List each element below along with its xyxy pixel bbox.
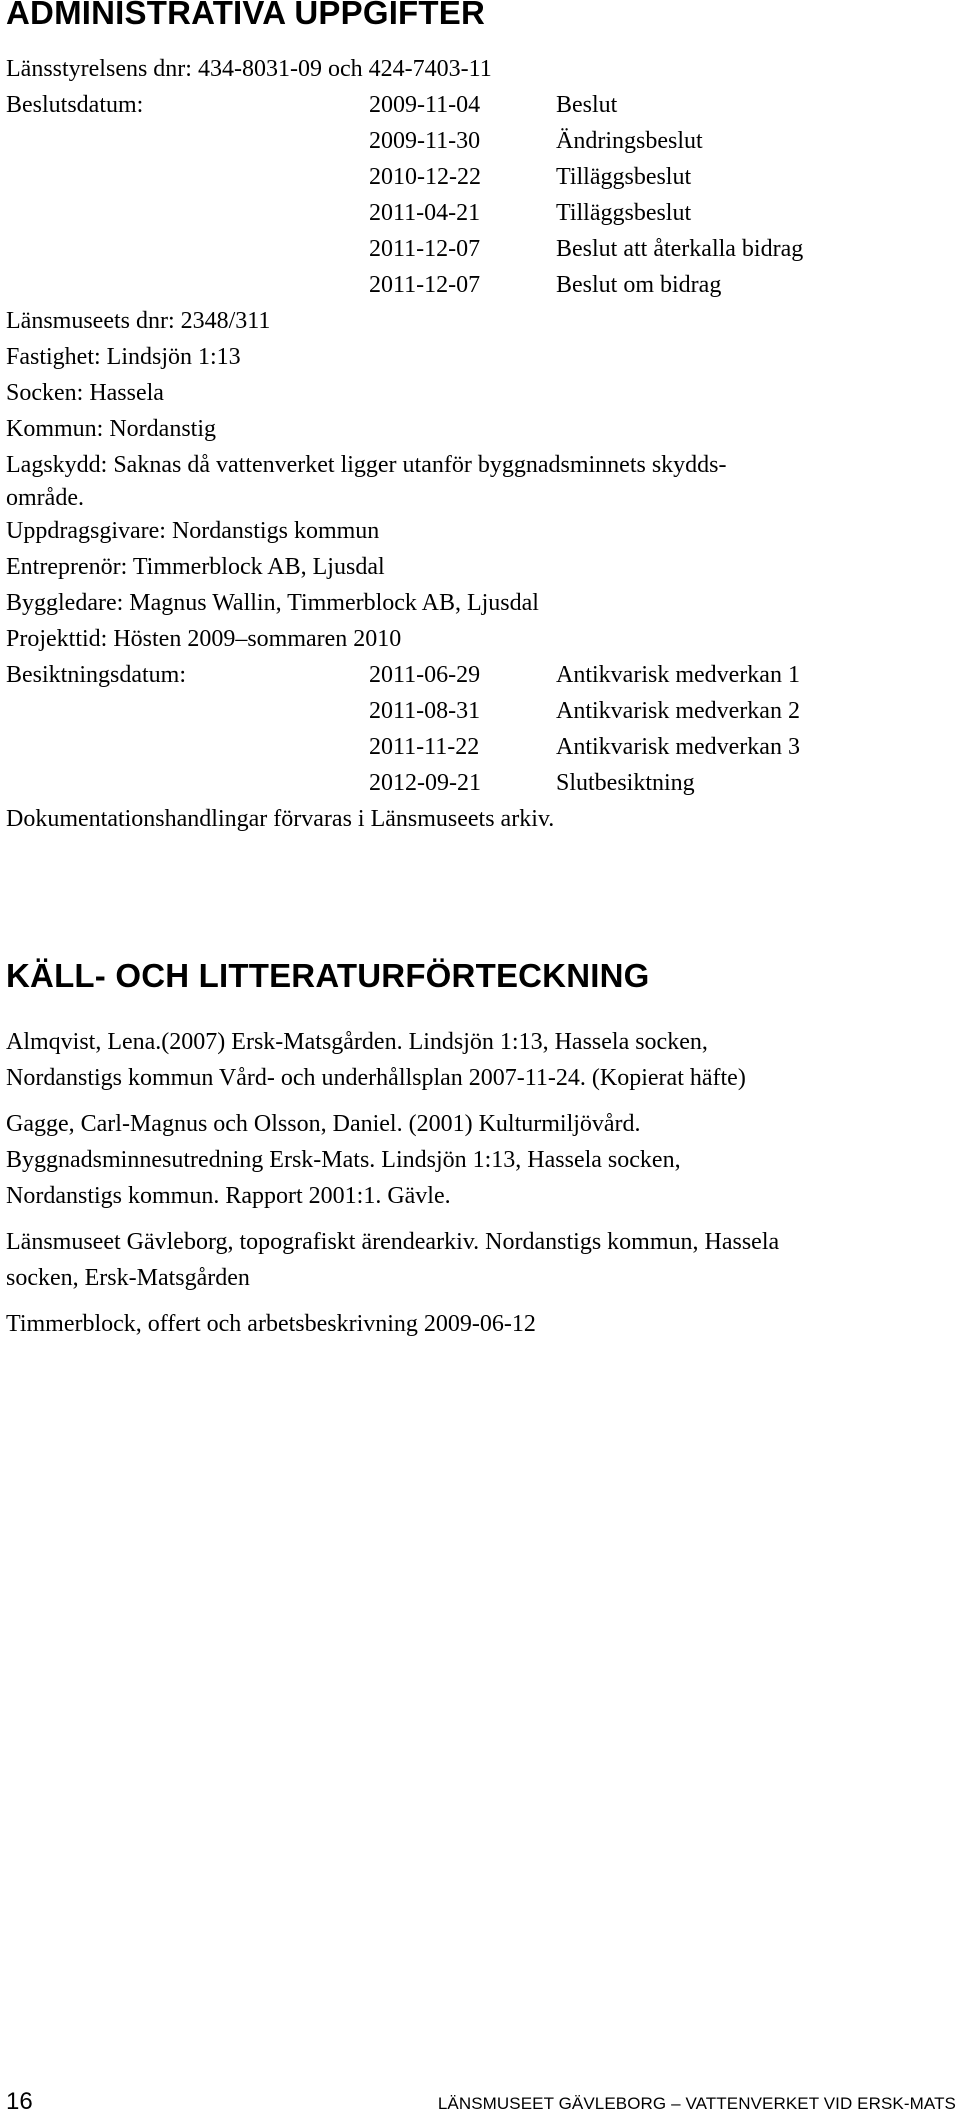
- besiktning-row: [6, 657, 956, 693]
- beslut-text: Beslut: [556, 92, 618, 118]
- besiktning-row: [6, 693, 956, 729]
- beslut-label: Beslutsdatum:: [6, 92, 144, 118]
- uppdragsgivare: Uppdragsgivare: Nordanstigs kommun: [6, 518, 380, 544]
- reference-item: [6, 1224, 956, 1296]
- reference-line: Almqvist, Lena.(2007) Ersk-Matsgården. Lindsjön 1:13, Hassela socken,: [6, 1029, 708, 1055]
- beslut-date: 2009-11-30: [369, 128, 481, 154]
- beslut-date: 2009-11-04: [369, 92, 481, 118]
- besiktning-row: [6, 765, 956, 801]
- admin-heading: ADMINISTRATIVA UPPGIFTER: [6, 0, 486, 31]
- reference-line: Länsmuseet Gävleborg, topografiskt ärendearkiv. Nordanstigs kommun, Hassela: [6, 1229, 780, 1255]
- sources-heading: KÄLL- OCH LITTERATURFÖRTECKNING: [6, 957, 650, 994]
- lansstyrelsen-dnr: Länsstyrelsens dnr: 434-8031-09 och 424-7403-11: [6, 56, 492, 82]
- reference-item: [6, 1306, 956, 1342]
- beslut-text: Beslut om bidrag: [556, 272, 722, 298]
- lagskydd-line-1: Lagskydd: Saknas då vattenverket ligger utanför byggnadsminnets skydds-: [6, 452, 727, 478]
- beslut-date: 2011-12-07: [369, 272, 481, 298]
- byggledare: Byggledare: Magnus Wallin, Timmerblock AB, Ljusdal: [6, 590, 539, 616]
- reference-list: [6, 1024, 956, 1342]
- besiktning-text: Antikvarisk medverkan 1: [556, 662, 800, 688]
- beslut-row: [6, 87, 956, 123]
- reference-line: socken, Ersk-Matsgården: [6, 1265, 250, 1291]
- entreprenor: Entreprenör: Timmerblock AB, Ljusdal: [6, 554, 385, 580]
- projekttid: Projekttid: Hösten 2009–sommaren 2010: [6, 626, 402, 652]
- reference-line: Byggnadsminnesutredning Ersk-Mats. Lindsjön 1:13, Hassela socken,: [6, 1147, 681, 1173]
- besiktning-text: Antikvarisk medverkan 3: [556, 734, 800, 760]
- besiktning-date: 2011-08-31: [369, 698, 481, 724]
- page-footer: [6, 2085, 956, 2119]
- reference-line: Nordanstigs kommun Vård- och underhållsplan 2007-11-24. (Kopierat häfte): [6, 1065, 746, 1091]
- kommun: Kommun: Nordanstig: [6, 416, 216, 442]
- beslut-text: Tilläggsbeslut: [556, 164, 692, 190]
- besiktning-label: Besiktningsdatum:: [6, 662, 186, 688]
- beslut-row: [6, 159, 956, 195]
- beslut-row: [6, 231, 956, 267]
- beslut-text: Ändringsbeslut: [556, 128, 703, 154]
- beslut-text: Tilläggsbeslut: [556, 200, 692, 226]
- reference-line: Timmerblock, offert och arbetsbeskrivning 2009-06-12: [6, 1311, 536, 1337]
- beslut-row: [6, 195, 956, 231]
- fastighet: Fastighet: Lindsjön 1:13: [6, 344, 241, 370]
- reference-line: Nordanstigs kommun. Rapport 2001:1. Gävle.: [6, 1183, 451, 1209]
- lansmuseet-dnr: Länsmuseets dnr: 2348/311: [6, 308, 271, 334]
- socken: Socken: Hassela: [6, 380, 164, 406]
- reference-item: [6, 1106, 956, 1214]
- lagskydd-line-2: område.: [6, 485, 84, 511]
- beslut-date: 2010-12-22: [369, 164, 481, 190]
- besiktning-date: 2011-11-22: [369, 734, 480, 760]
- admin-section: [6, 51, 956, 837]
- dokumentation: Dokumentationshandlingar förvaras i Länsmuseets arkiv.: [6, 806, 555, 832]
- beslut-row: [6, 267, 956, 303]
- besiktning-date: 2012-09-21: [369, 770, 481, 796]
- reference-line: Gagge, Carl-Magnus och Olsson, Daniel. (2001) Kulturmiljövård.: [6, 1111, 641, 1137]
- beslut-row: [6, 123, 956, 159]
- besiktning-text: Antikvarisk medverkan 2: [556, 698, 800, 724]
- beslut-date: 2011-04-21: [369, 200, 481, 226]
- beslut-date: 2011-12-07: [369, 236, 481, 262]
- besiktning-date: 2011-06-29: [369, 662, 481, 688]
- running-title: LÄNSMUSEET GÄVLEBORG – VATTENVERKET VID ERSK-MATS: [437, 2094, 956, 2113]
- page-number: 16: [6, 2088, 33, 2115]
- reference-item: [6, 1024, 956, 1096]
- besiktning-text: Slutbesiktning: [556, 770, 695, 796]
- beslut-text: Beslut att återkalla bidrag: [556, 236, 804, 262]
- besiktning-row: [6, 729, 956, 765]
